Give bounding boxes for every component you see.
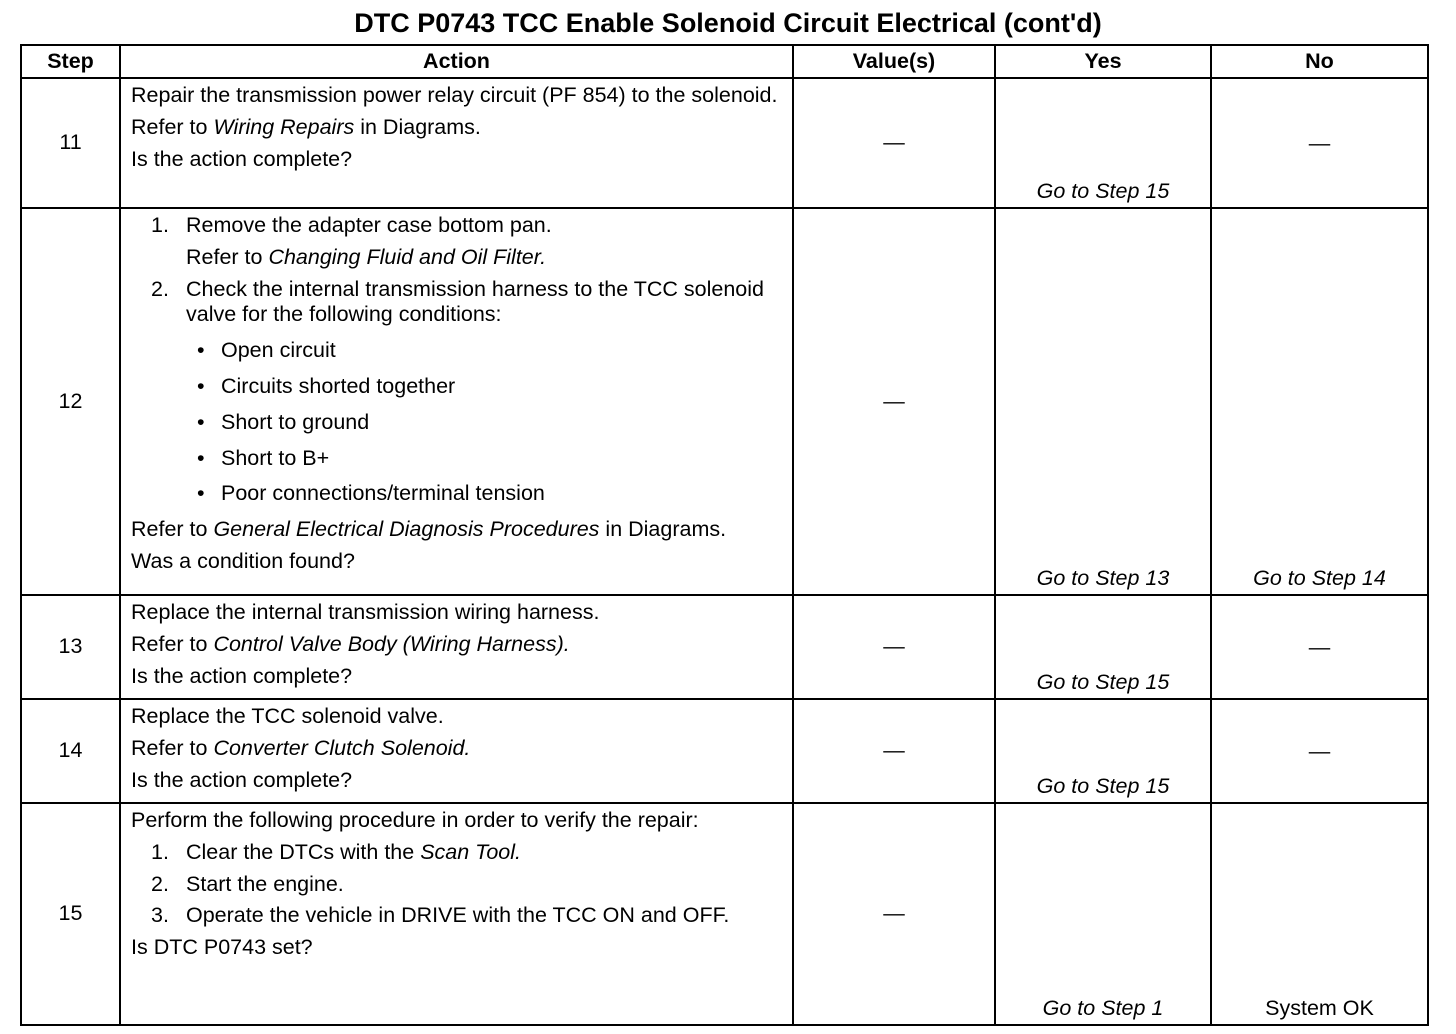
action-cell — [120, 699, 793, 803]
table-row — [21, 699, 1428, 803]
table-row — [21, 208, 1428, 595]
bullet-item: • Poor connections/terminal tension — [197, 481, 545, 506]
action-cell — [120, 78, 793, 208]
no-cell: — — [1211, 595, 1428, 699]
reference-link-text: Wiring Repairs — [213, 114, 355, 139]
bullet-item: • Short to B+ — [197, 445, 330, 470]
step-number: 13 — [21, 595, 120, 699]
reference-link-text: General Electrical Diagnosis Procedures — [213, 517, 600, 542]
action-text: Perform the following procedure in order to verify the repair: — [131, 808, 699, 832]
action-reference: Refer to General Electrical Diagnosis Procedures in Diagrams. — [131, 517, 727, 542]
table-row — [21, 803, 1428, 1025]
page-title: DTC P0743 TCC Enable Solenoid Circuit Electrical (cont'd) — [354, 8, 1102, 38]
action-reference: Refer to Wiring Repairs in Diagrams. — [131, 114, 481, 139]
step-number: 11 — [21, 78, 120, 208]
yes-cell: Go to Step 1 — [995, 803, 1211, 1025]
action-cell — [120, 208, 793, 595]
no-cell: — — [1211, 78, 1428, 208]
value-cell: — — [793, 208, 995, 595]
action-question: Was a condition found? — [131, 548, 355, 573]
action-question: Is the action complete? — [131, 663, 353, 688]
numbered-item: 2. Check the internal transmission harness to the TCC solenoid valve for the following conditions: — [151, 276, 765, 327]
no-cell: — — [1211, 699, 1428, 803]
header-action: Action — [120, 45, 793, 78]
action-reference: Refer to Converter Clutch Solenoid. — [131, 735, 471, 760]
value-cell: — — [793, 595, 995, 699]
bullet-item: • Short to ground — [197, 409, 370, 434]
action-question: Is DTC P0743 set? — [131, 935, 313, 960]
reference-link-text: Converter Clutch Solenoid. — [213, 735, 471, 760]
header-step: Step — [21, 45, 120, 78]
bullet-item: • Circuits shorted together — [197, 373, 456, 398]
action-text: Replace the TCC solenoid valve. — [131, 704, 444, 728]
action-question: Is the action complete? — [131, 146, 353, 171]
step-number: 14 — [21, 699, 120, 803]
action-cell — [120, 595, 793, 699]
header-value: Value(s) — [793, 45, 995, 78]
table-row — [21, 78, 1428, 208]
reference-link-text: Control Valve Body (Wiring Harness). — [213, 631, 570, 656]
action-reference: Refer to Changing Fluid and Oil Filter. — [186, 244, 547, 269]
step-number: 15 — [21, 803, 120, 1025]
no-cell: System OK — [1211, 803, 1428, 1025]
table-header-row — [21, 45, 1428, 78]
yes-cell: Go to Step 13 — [995, 208, 1211, 595]
action-text: Repair the transmission power relay circuit (PF 854) to the solenoid. — [131, 83, 778, 107]
numbered-item: 1. Clear the DTCs with the Scan Tool. — [151, 839, 522, 864]
reference-link-text: Changing Fluid and Oil Filter. — [268, 244, 547, 269]
yes-cell: Go to Step 15 — [995, 699, 1211, 803]
numbered-item: 2. Start the engine. — [151, 871, 344, 896]
header-yes: Yes — [995, 45, 1211, 78]
diagnostic-table — [20, 44, 1429, 1026]
action-cell — [120, 803, 793, 1025]
value-cell: — — [793, 803, 995, 1025]
action-text: Replace the internal transmission wiring harness. — [131, 600, 600, 624]
yes-cell: Go to Step 15 — [995, 595, 1211, 699]
step-number: 12 — [21, 208, 120, 595]
reference-link-text: Scan Tool. — [420, 839, 522, 864]
numbered-item: 3. Operate the vehicle in DRIVE with the TCC ON and OFF. — [151, 903, 730, 928]
action-question: Is the action complete? — [131, 767, 353, 792]
header-no: No — [1211, 45, 1428, 78]
value-cell: — — [793, 699, 995, 803]
no-cell: Go to Step 14 — [1211, 208, 1428, 595]
table-row — [21, 595, 1428, 699]
action-reference: Refer to Control Valve Body (Wiring Harness). — [131, 631, 570, 656]
yes-cell: Go to Step 15 — [995, 78, 1211, 208]
value-cell: — — [793, 78, 995, 208]
numbered-item: 1. Remove the adapter case bottom pan. — [151, 213, 552, 237]
bullet-item: • Open circuit — [197, 338, 336, 363]
